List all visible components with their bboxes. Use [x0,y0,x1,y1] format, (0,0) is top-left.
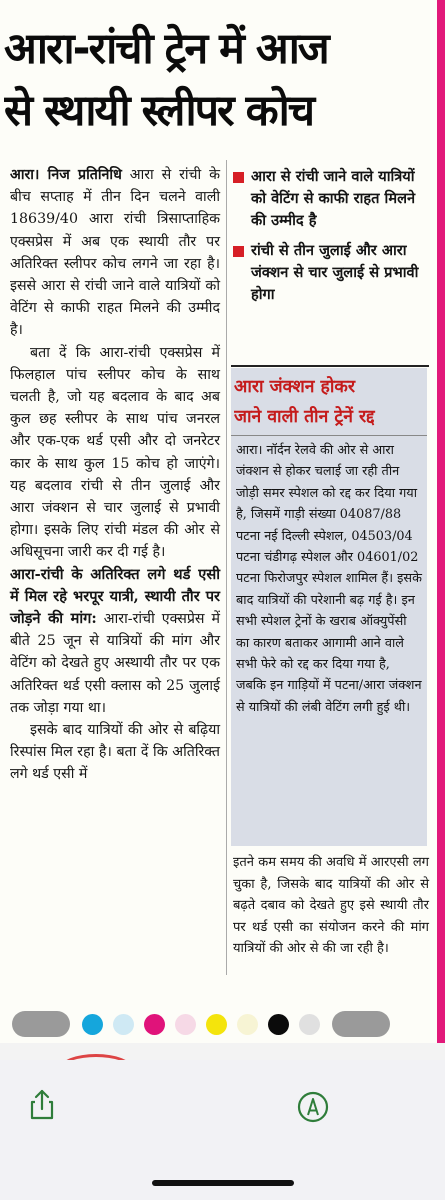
home-indicator [152,1180,294,1186]
article-paragraph-3 [10,564,220,719]
article-left-column [10,164,220,786]
article-paragraph-4: इसके बाद यात्रियों की ओर से बढ़िया रिस्पांस मिल रहा है। बता दें कि अतिरिक्त लगे थर्ड एसी में [10,722,220,783]
share-button[interactable] [22,1085,62,1125]
print-color-bar [0,1003,445,1041]
light-yellow-swatch [237,1014,258,1035]
sidebar-title-line-1: आरा जंक्शन होकर [234,377,355,397]
highlights-divider [231,365,429,367]
share-icon [22,1113,62,1128]
clipping-bottom-edge [0,1043,445,1061]
yellow-swatch [206,1014,227,1035]
gray-swatch [332,1011,390,1037]
article-paragraph-1 [10,164,220,342]
continuation-text: इतने कम समय की अवधि में आरएसी लग चुका है, जिसके बाद यात्रियों की ओर से बढ़ते दबाव को देखते हुए इसे स्थायी तौर पर थर्ड एसी का संयोजन करने की मांग यात्रियों की ओर से की जा रही है। [233,855,429,957]
page-edge-accent [437,0,445,1043]
highlight-item [231,240,427,306]
highlight-text: आरा से रांची जाने वाले यात्रियों को वेटिंग से काफी राहत मिलने की उम्मीद है [251,168,416,229]
paragraph-3-text: आरा-रांची एक्सप्रेस में बीते 25 जून से यात्रियों की मांग और वेटिंग को देखते हुए अस्थायी तौर पर एक अतिरिक्त थर्ड एसी क्लास को 25 जुलाई तक जोड़ा गया था। [10,611,220,716]
sidebar-title-line-2: जाने वाली तीन ट्रेनें रद्द [234,407,375,427]
column-divider [226,160,227,975]
highlights [231,166,427,314]
cyan-swatch [82,1014,103,1035]
article-continuation [233,852,429,960]
highlight-item [231,166,427,232]
light-cyan-swatch [113,1014,134,1035]
highlight-text: रांची से तीन जुलाई और आरा जंक्शन से चार जुलाई से प्रभावी होगा [251,242,419,303]
headline-line-2: से स्थायी स्लीपर कोच [4,86,314,136]
article-paragraph-2: बता दें कि आरा-रांची एक्सप्रेस में फिलहाल पांच स्लीपर कोच के साथ चलती है, जो यह बदलाव के बाद अब कुल छह स्लीपर के साथ पांच जनरल और एक-एक थर्ड एसी और दो जनरेटर कार के साथ कुल 15 कोच हो जाएंगे। यह बदलाव रांची से तीन जुलाई और आरा जंक्शन से चार जुलाई से प्रभावी होगा। इसके लिए रांची मंडल की ओर से अधिसूचना जारी कर दी गई है। [10,344,220,561]
gray-swatch [12,1011,70,1037]
bottom-toolbar [0,1060,445,1200]
black-swatch [268,1014,289,1035]
bullet-square-icon [233,172,244,183]
light-magenta-swatch [175,1014,196,1035]
light-gray-swatch [299,1014,320,1035]
sidebar-story-body [236,440,422,718]
headline [4,18,434,142]
paragraph-1-text: आरा से रांची के बीच सप्ताह में तीन दिन चलने वाली 18639/40 आरा रांची त्रिसाप्ताहिक एक्सप्रेस में अब एक स्थायी तौर पर अतिरिक्त स्लीपर कोच लगने जा रहा है। इससे आरा से रांची जाने वाले यात्रियों को वेटिंग से काफी राहत मिलने की उम्मीद है। [10,167,221,339]
magenta-swatch [144,1014,165,1035]
subheading: आरा-रांची के अतिरिक्त लगे थर्ड एसी में मिल रहे भरपूर यात्री, स्थायी तौर पर जोड़ने की मांग: [10,565,220,628]
byline: आरा। निज प्रतिनिधि [10,167,122,183]
sidebar-story-title [234,372,428,432]
sidebar-story-text: आरा। नॉर्दन रेलवे की ओर से आरा जंक्शन से होकर चलाई जा रही तीन जोड़ी समर स्पेशल को रद्द कर दिया गया है, जिसमें गाड़ी संख्या 04087/88 पटना नई दिल्ली स्पेशल, 04503/04 पटना चंडीगढ़ स्पेशल और 04601/02 पटना फिरोजपुर स्पेशल शामिल हैं। इसके बाद यात्रियों की परेशानी बढ़ गई है। इन सभी स्पेशल ट्रेनों के खराब ऑक्युपेंसी का कारण बताकर आगामी आने वाले सभी फेरे को रद्द कर दिया गया है, जबकि इन गाड़ियों में पटना/आरा जंक्शन से यात्रियों की लंबी वेटिंग लगी हुई थी। [236,443,422,715]
sidebar-title-divider [231,435,427,436]
markup-button[interactable] [293,1090,333,1130]
headline-line-1: आरा-रांची ट्रेन में आज [4,24,328,74]
bullet-square-icon [233,246,244,257]
markup-icon [293,1118,333,1133]
